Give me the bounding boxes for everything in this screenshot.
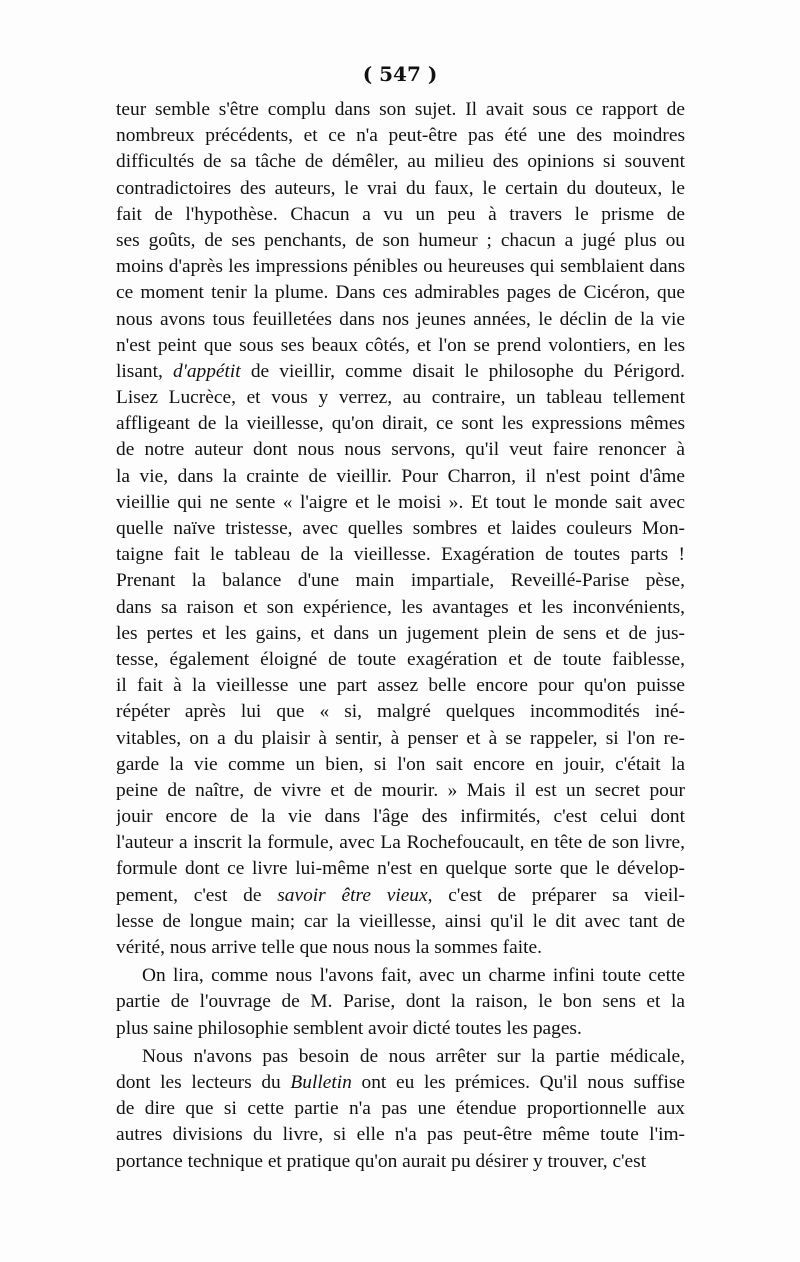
text-line xyxy=(116,752,685,778)
text-run: pement, c'est de xyxy=(116,884,278,906)
text-run: formule dont ce livre lui-même n'est en quelque sorte que le dévelop- xyxy=(116,858,685,880)
text-run: vitables, on a du plaisir à sentir, à penser et à se rappeler, si l'on re- xyxy=(116,727,685,749)
text-run: de notre auteur dont nous nous servons, qu'il veut faire renoncer à xyxy=(116,439,685,461)
text-run: lisant, xyxy=(116,360,173,382)
text-line xyxy=(116,856,685,882)
text-line xyxy=(116,1044,685,1070)
text-run: difficultés de sa tâche de démêler, au milieu des opinions si souvent xyxy=(116,151,685,173)
text-run: Prenant la balance d'une main impartiale, Reveillé-Parise pèse, xyxy=(116,570,685,592)
text-run: nous avons tous feuilletées dans nos jeunes années, le déclin de la vie xyxy=(116,308,685,330)
text-run: il fait à la vieillesse une part assez belle encore pour qu'on puisse xyxy=(116,675,685,697)
text-line xyxy=(116,280,685,306)
text-line xyxy=(116,830,685,856)
text-run: quelle naïve tristesse, avec quelles sombres et laides couleurs Mon- xyxy=(116,518,685,539)
text-run: On lira, comme nous l'avons fait, avec un charme infini toute cette xyxy=(142,965,685,987)
text-run: répéter après lui que « si, malgré quelques incommodités iné- xyxy=(116,701,685,723)
italic-text: Bulletin xyxy=(290,1071,352,1093)
paragraph xyxy=(116,97,685,961)
text-line xyxy=(116,333,685,359)
text-run: peine de naître, de vivre et de mourir. » Mais il est un secret pour xyxy=(116,779,685,801)
text-run: de vieillir, comme disait le philosophe du Périgord. xyxy=(240,360,685,382)
text-run: les pertes et les gains, et dans un jugement plein de sens et de jus- xyxy=(116,622,685,644)
text-line xyxy=(116,123,685,149)
text-line xyxy=(116,699,685,725)
text-line xyxy=(116,202,685,228)
page-number: ( 547 ) xyxy=(362,62,438,86)
text-run: la vie, dans la crainte de vieillir. Pour Charron, il n'est point d'âme xyxy=(116,465,685,487)
body-text xyxy=(116,97,685,1175)
text-line xyxy=(116,726,685,752)
paragraph xyxy=(116,1044,685,1175)
italic-text: d'appétit xyxy=(173,360,241,382)
text-line xyxy=(116,359,685,385)
text-run: tesse, également éloigné de toute exagération et de toute faiblesse, xyxy=(116,648,685,670)
text-line xyxy=(116,804,685,830)
text-line xyxy=(116,595,685,621)
text-run: dont les lecteurs du xyxy=(116,1071,291,1093)
text-line xyxy=(116,883,685,909)
text-run: affligeant de la vieillesse, qu'on dirait, ce sont les expressions mêmes xyxy=(116,413,685,435)
text-line xyxy=(116,935,685,961)
text-line xyxy=(116,176,685,202)
text-line xyxy=(116,490,685,516)
text-run: n'est peint que sous ses beaux côtés, et l'on se prend volontiers, en les xyxy=(116,334,685,356)
text-line xyxy=(116,1016,685,1042)
text-line xyxy=(116,1096,685,1122)
text-run: vérité, nous arrive telle que nous nous la sommes faite. xyxy=(116,937,542,958)
text-line xyxy=(116,673,685,699)
text-line xyxy=(116,909,685,935)
text-run: nombreux précédents, et ce n'a peut-être pas été une des moindres xyxy=(116,125,685,147)
text-line xyxy=(116,437,685,463)
text-line xyxy=(116,149,685,175)
text-line xyxy=(116,963,685,989)
text-run: teur semble s'être complu dans son sujet. Il avait sous ce rapport de xyxy=(116,99,685,120)
text-line xyxy=(116,307,685,333)
text-run: contradictoires des auteurs, le vrai du faux, le certain du douteux, le xyxy=(116,177,685,199)
text-run: garde la vie comme un bien, si l'on sait encore en jouir, c'était la xyxy=(116,753,685,775)
text-run: ce moment tenir la plume. Dans ces admirables pages de Cicéron, que xyxy=(116,282,685,304)
text-line xyxy=(116,516,685,542)
text-run: moins d'après les impressions pénibles ou heureuses qui semblaient dans xyxy=(116,256,685,278)
text-run: fait de l'hypothèse. Chacun a vu un peu à travers le prisme de xyxy=(116,203,685,225)
text-run: l'auteur a inscrit la formule, avec La Rochefoucault, en tête de son livre, xyxy=(116,832,685,854)
text-line xyxy=(116,97,685,123)
text-line xyxy=(116,1070,685,1096)
text-line xyxy=(116,621,685,647)
text-run: portance technique et pratique qu'on aurait pu désirer y trouver, c'est xyxy=(116,1150,647,1172)
text-run: dans sa raison et son expérience, les avantages et les inconvénients, xyxy=(116,596,685,618)
text-run: Nous n'avons pas besoin de nous arrêter sur la partie médicale, xyxy=(142,1045,685,1067)
text-line xyxy=(116,1149,685,1175)
text-run: jouir encore de la vie dans l'âge des infirmités, c'est celui dont xyxy=(116,806,685,828)
text-run: plus saine philosophie semblent avoir dicté toutes les pages. xyxy=(116,1017,582,1039)
text-line xyxy=(116,568,685,594)
text-run: partie de l'ouvrage de M. Parise, dont la raison, le bon sens et la xyxy=(116,991,685,1013)
text-line xyxy=(116,411,685,437)
paragraph xyxy=(116,963,685,1042)
text-run: ses goûts, de ses penchants, de son humeur ; chacun a jugé plus ou xyxy=(116,229,685,251)
text-line xyxy=(116,464,685,490)
text-run: lesse de longue main; car la vieillesse, ainsi qu'il le dit avec tant de xyxy=(116,910,685,932)
text-run: ont eu les prémices. Qu'il nous suffise xyxy=(351,1071,685,1093)
text-run: autres divisions du livre, si elle n'a pas peut-être même toute l'im- xyxy=(116,1124,685,1146)
text-line xyxy=(116,778,685,804)
text-line xyxy=(116,228,685,254)
text-line xyxy=(116,1122,685,1148)
text-run: vieillie qui ne sente « l'aigre et le moisi ». Et tout le monde sait avec xyxy=(116,491,685,513)
text-line xyxy=(116,989,685,1015)
text-run: de dire que si cette partie n'a pas une étendue proportionnelle aux xyxy=(116,1098,685,1120)
text-line xyxy=(116,647,685,673)
italic-text: savoir être vieux xyxy=(277,884,428,906)
text-line xyxy=(116,542,685,568)
text-run: taigne fait le tableau de la vieillesse. Exagération de toutes parts ! xyxy=(116,544,685,566)
text-line xyxy=(116,254,685,280)
text-run: , c'est de préparer sa vieil- xyxy=(427,884,685,906)
text-line xyxy=(116,385,685,411)
text-run: Lisez Lucrèce, et vous y verrez, au contraire, un tableau tellement xyxy=(116,387,685,409)
